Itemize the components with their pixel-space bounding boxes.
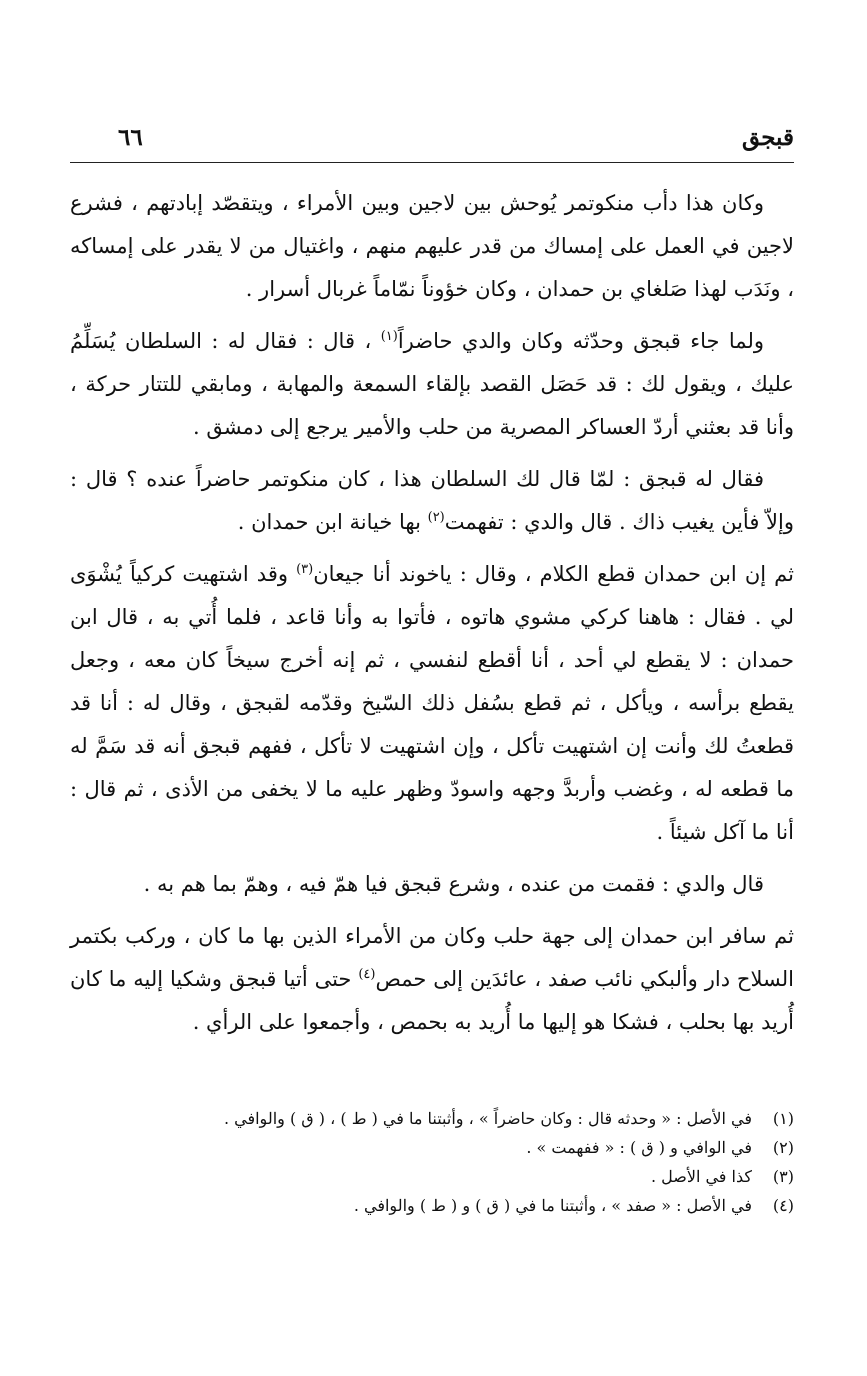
footnote-text: كذا في الأصل .: [650, 1167, 752, 1186]
paragraph-4-text: ثم إن ابن حمدان قطع الكلام ، وقال : ياخوند أنا جيعان: [313, 562, 794, 586]
note-ref-1[interactable]: (١): [380, 329, 398, 344]
note-ref-4[interactable]: (٤): [358, 967, 376, 982]
paragraph-2: [70, 320, 794, 449]
footnote-2: [70, 1133, 794, 1162]
paragraph-4: [70, 553, 794, 854]
paragraph-6-text: ثم سافر ابن حمدان إلى جهة حلب وكان من الأمراء الذين بها ما كان ، وركب بكتمر السلاح دار وألبكي نائب صفد ، عائدَين إلى حمص: [70, 924, 794, 991]
footnote-text: في الوافي و ( ق ) : « ففهمت » .: [526, 1138, 752, 1157]
note-ref-3[interactable]: (٣): [296, 562, 314, 577]
footnote-number: (٤): [772, 1196, 794, 1215]
paragraph-5: [70, 863, 794, 906]
footnote-number: (٢): [772, 1138, 794, 1157]
footnote-number: (٣): [772, 1167, 794, 1186]
page-number: ٦٦: [118, 124, 143, 151]
header-divider: [70, 162, 794, 163]
paragraph-6-tail: حتى أتيا قبجق وشكيا إليه ما كان أُريد بها بحلب ، فشكا هو إليها ما أُريد به بحمص ، وأجمعوا على الرأي .: [70, 967, 794, 1034]
footnotes: [70, 1104, 794, 1220]
page-header: [70, 124, 794, 160]
paragraph-5-text: قال والدي : فقمت من عنده ، وشرع قبجق فيا همّ فيه ، وهمّ بما هم به .: [143, 872, 764, 896]
paragraph-3: [70, 458, 794, 544]
paragraph-2-text: ولما جاء قبجق وحدّثه وكان والدي حاضراً: [397, 329, 764, 353]
footnote-number: (١): [772, 1109, 794, 1128]
paragraph-3-text: فقال له قبجق : لمّا قال لك السلطان هذا ، كان منكوتمر حاضراً عنده ؟ قال : وإلاّ فأين يغيب ذاك . قال والدي : تفهمت: [70, 467, 794, 534]
paragraph-4-tail: وقد اشتهيت كركياً يُشْوَى لي . فقال : هاهنا كركي مشوي هاتوه ، فأتوا به وأنا قاعد ، فلما أُتي به ، قال ابن حمدان : لا يقطع لي أحد ، أنا أقطع لنفسي ، ثم إنه أخرج سيخاً كان معه ، وجعل يقطع برأسه ، ويأكل ، ثم قطع بسُفل ذلك السّيخ وقدّمه لقبجق ، وقال له : أنا قد قطعتُ لك وأنت إن اشتهيت تأكل ، وإن اشتهيت لا تأكل ، ففهم قبجق أنه قد سَمَّ له ما قطعه له ، وغضب وأربدَّ وجهه واسودّ وظهر عليه ما لا يخفى من الأذى ، ثم قال : أنا ما آكل شيئاً .: [70, 562, 794, 844]
running-title: قبجق: [742, 124, 794, 151]
paragraph-1: [70, 182, 794, 311]
paragraph-1-text: وكان هذا دأب منكوتمر يُوحش بين لاجين وبين الأمراء ، ويتقصّد إبادتهم ، فشرع لاجين في العمل على إمساك من قدر عليهم منهم ، واغتيال من لا يقدر على إمساكه ، ونَدَب لهذا صَلغاي بن حمدان ، وكان خؤوناً نمّاماً غربال أسرار .: [70, 191, 794, 301]
paragraph-3-tail: بها خيانة ابن حمدان .: [237, 510, 421, 534]
paragraph-2-tail: ، قال : فقال له : السلطان يُسَلِّمُ عليك ، ويقول لك : قد حَصَل القصد بإلقاء السمعة والمهابة ، ومابقي للتتار حركة ، وأنا قد بعثني أردّ العساكر المصرية من حلب والأمير يرجع إلى دمشق .: [70, 329, 794, 439]
footnote-4: [70, 1191, 794, 1220]
note-ref-2[interactable]: (٢): [427, 510, 445, 525]
footnote-1: [70, 1104, 794, 1133]
main-text: [70, 182, 794, 1053]
footnote-text: في الأصل : « صفد » ، وأثبتنا ما في ( ق ) و ( ط ) والوافي .: [353, 1196, 752, 1215]
paragraph-6: [70, 915, 794, 1044]
footnote-3: [70, 1162, 794, 1191]
footnote-text: في الأصل : « وحدثه قال : وكان حاضراً » ، وأثبتنا ما في ( ط ) ، ( ق ) والوافي .: [223, 1109, 752, 1128]
